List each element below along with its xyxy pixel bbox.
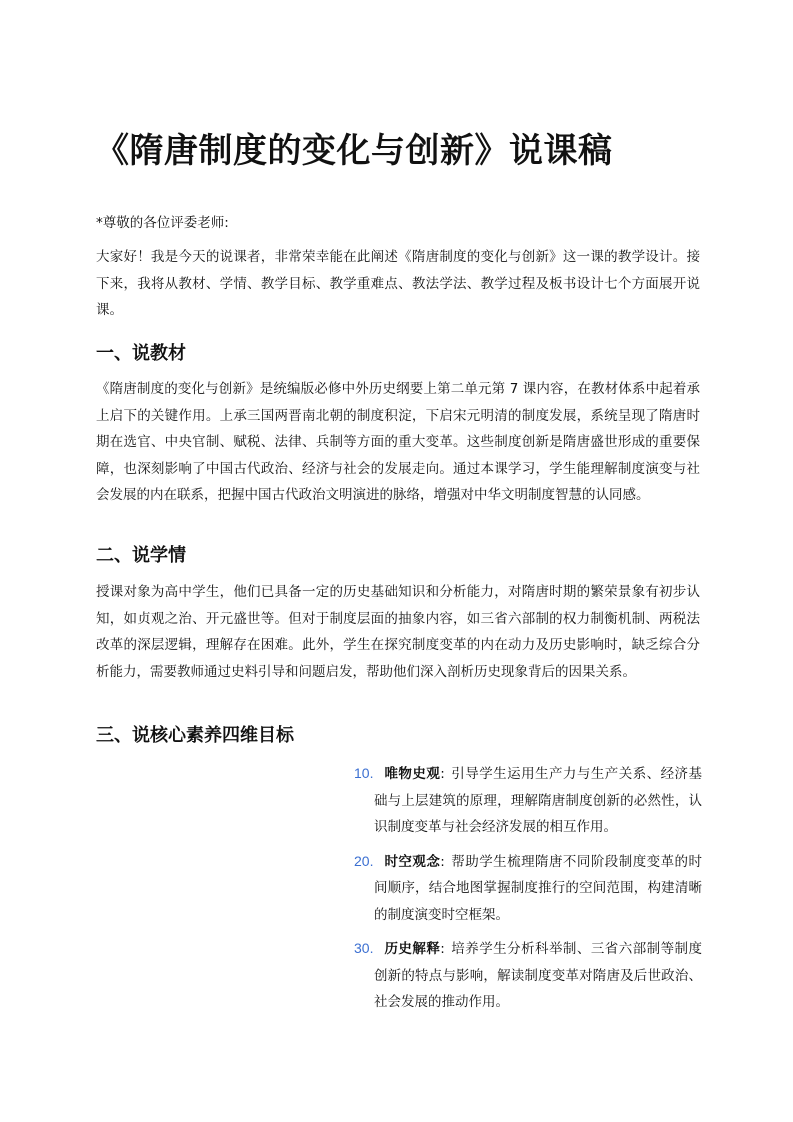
section-body-students: 授课对象为高中学生，他们已具备一定的历史基础知识和分析能力，对隋唐时期的繁荣景象有初步认知，如贞观之治、开元盛世等。但对于制度层面的抽象内容，如三省六部制的权力制衡机制、两税法改革的深层逻辑，理解存在困难。此外，学生在探究制度变革的内在动力及历史影响时，缺乏综合分析能力，需要教师通过史料引导和问题启发，帮助他们深入剖析历史现象背后的因果关系。 — [96, 584, 700, 680]
goal-text: 培养学生分析科举制、三省六部制等制度创新的特点与影响，解读制度变革对隋唐及后世政治、社会发展的推动作用。 — [374, 941, 703, 1010]
goal-item-time-space — [354, 848, 702, 929]
section-heading-goals: 三、说核心素养四维目标 — [96, 725, 294, 746]
document-title: 《隋唐制度的变化与创新》说课稿 — [95, 131, 613, 171]
goal-number: 20. — [354, 852, 374, 869]
goal-label: 时空观念 — [384, 853, 441, 870]
goal-text: 引导学生运用生产力与生产关系、经济基础与上层建筑的原理，理解隋唐制度创新的必然性，认识制度变革与社会经济发展的相互作用。 — [374, 766, 703, 835]
goal-item-materialism — [354, 760, 702, 841]
goal-label: 唯物史观 — [384, 766, 441, 782]
goal-separator: : — [440, 941, 445, 957]
goal-label: 历史解释 — [384, 941, 441, 957]
goal-separator: : — [440, 853, 445, 870]
section-body-textbook: 《隋唐制度的变化与创新》是统编版必修中外历史纲要上第二单元第 7 课内容，在教材体系中起着承上启下的关键作用。上承三国两晋南北朝的制度积淀，下启宋元明清的制度发展，系统呈现了隋唐时期在选官、中央官制、赋税、法律、兵制等方面的重大变革。这些制度创新是隋唐盛世形成的重要保障，也深刻影响了中国古代政治、经济与社会的发展走向。通过本课学习，学生能理解制度演变与社会发展的内在联系，把握中国古代政治文明演进的脉络，增强对中华文明制度智慧的认同感。 — [96, 381, 700, 503]
section-heading-textbook: 一、说教材 — [96, 343, 186, 364]
section-heading-students: 二、说学情 — [96, 545, 186, 566]
goal-number: 30. — [354, 940, 374, 956]
goals-list — [354, 760, 702, 1023]
goal-number: 10. — [354, 765, 374, 781]
goal-text: 帮助学生梳理隋唐不同阶段制度变革的时间顺序，结合地图掌握制度推行的空间范围，构建清晰的制度演变时空框架。 — [374, 853, 703, 923]
intro-paragraph: 大家好！我是今天的说课者，非常荣幸能在此阐述《隋唐制度的变化与创新》这一课的教学设计。接下来，我将从教材、学情、教学目标、教学重难点、教法学法、教学过程及板书设计七个方面展开说课。 — [96, 249, 700, 318]
greeting-line: *尊敬的各位评委老师: — [96, 215, 229, 231]
goal-separator: : — [440, 766, 445, 782]
goal-item-historical-interpretation — [354, 935, 702, 1016]
